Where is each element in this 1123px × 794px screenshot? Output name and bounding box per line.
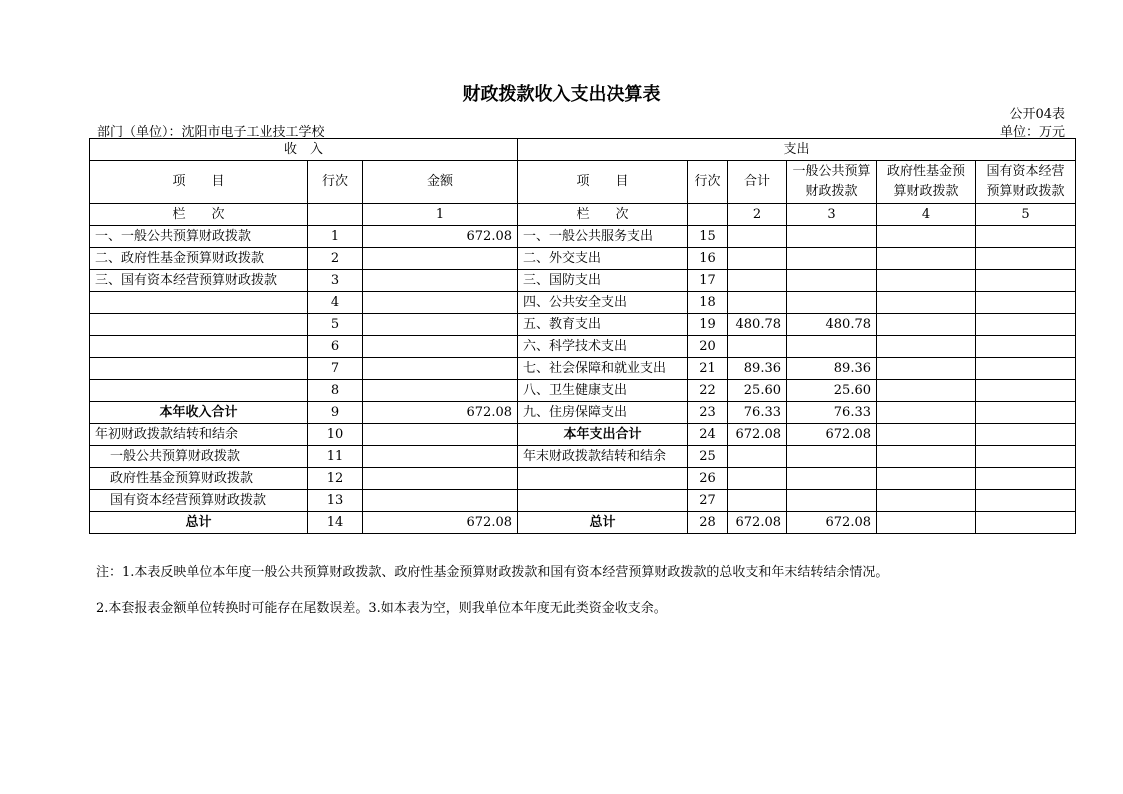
general-budget-cell <box>787 270 877 292</box>
income-row-no-cell: 9 <box>308 402 363 424</box>
header-row-1 <box>90 139 1076 161</box>
income-amount-cell <box>363 292 518 314</box>
expense-item-cell: 二、外交支出 <box>518 248 688 270</box>
income-amount-cell <box>363 468 518 490</box>
income-amount-cell <box>363 248 518 270</box>
total-cell <box>728 468 787 490</box>
empty-cell <box>308 204 363 226</box>
state-capital-cell <box>976 336 1076 358</box>
income-item-cell: 一、一般公共预算财政拨款 <box>90 226 308 248</box>
gov-fund-cell <box>877 402 976 424</box>
total-cell <box>728 270 787 292</box>
expense-row-no-cell: 17 <box>688 270 728 292</box>
income-item-cell: 二、政府性基金预算财政拨款 <box>90 248 308 270</box>
col-3-label: 3 <box>787 204 877 226</box>
income-header: 收 入 <box>90 139 518 161</box>
expense-row-no-cell: 16 <box>688 248 728 270</box>
table-row <box>90 248 1076 270</box>
general-budget-cell: 672.08 <box>787 424 877 446</box>
income-item-cell: 年初财政拨款结转和结余 <box>90 424 308 446</box>
state-capital-cell <box>976 248 1076 270</box>
income-row-no-cell: 3 <box>308 270 363 292</box>
expense-item-cell: 五、教育支出 <box>518 314 688 336</box>
state-capital-cell <box>976 446 1076 468</box>
table-row <box>90 468 1076 490</box>
general-budget-cell <box>787 468 877 490</box>
expense-item-cell: 本年支出合计 <box>518 424 688 446</box>
expense-row-no-cell: 24 <box>688 424 728 446</box>
income-item-cell <box>90 336 308 358</box>
expense-row-no-cell: 19 <box>688 314 728 336</box>
col-2-label: 2 <box>728 204 787 226</box>
income-row-no-cell: 11 <box>308 446 363 468</box>
col-1-label: 1 <box>363 204 518 226</box>
state-capital-cell <box>976 490 1076 512</box>
total-cell: 25.60 <box>728 380 787 402</box>
state-capital-cell <box>976 424 1076 446</box>
expense-row-no-cell: 15 <box>688 226 728 248</box>
income-amount-cell <box>363 270 518 292</box>
expense-item-cell: 六、科学技术支出 <box>518 336 688 358</box>
income-row-no-cell: 14 <box>308 512 363 534</box>
total-cell <box>728 336 787 358</box>
gov-fund-cell <box>877 424 976 446</box>
general-budget-header: 一般公共预算财政拨款 <box>787 161 877 204</box>
state-capital-cell <box>976 314 1076 336</box>
gov-fund-cell <box>877 512 976 534</box>
unit-label: 单位：万元 <box>999 125 1065 140</box>
form-number: 公开04表 <box>1009 107 1065 122</box>
expense-column-label: 栏 次 <box>518 204 688 226</box>
general-budget-cell <box>787 446 877 468</box>
income-item-cell: 本年收入合计 <box>90 402 308 424</box>
expense-row-no-cell: 27 <box>688 490 728 512</box>
expense-item-cell: 总计 <box>518 512 688 534</box>
income-item-cell: 一般公共预算财政拨款 <box>90 446 308 468</box>
total-cell: 89.36 <box>728 358 787 380</box>
total-cell <box>728 446 787 468</box>
department-label: 部门（单位）：沈阳市电子工业技工学校 <box>97 125 325 140</box>
gov-fund-cell <box>877 446 976 468</box>
empty-cell <box>688 204 728 226</box>
state-capital-cell <box>976 358 1076 380</box>
expense-row-no-cell: 25 <box>688 446 728 468</box>
general-budget-cell: 76.33 <box>787 402 877 424</box>
budget-table <box>89 138 1076 534</box>
expense-item-cell: 四、公共安全支出 <box>518 292 688 314</box>
column-number-row <box>90 204 1076 226</box>
income-row-no-header: 行次 <box>308 161 363 204</box>
table-row <box>90 270 1076 292</box>
expense-item-cell: 八、卫生健康支出 <box>518 380 688 402</box>
income-item-cell <box>90 380 308 402</box>
income-row-no-cell: 5 <box>308 314 363 336</box>
gov-fund-cell <box>877 314 976 336</box>
general-budget-cell <box>787 248 877 270</box>
total-cell: 672.08 <box>728 424 787 446</box>
state-capital-cell <box>976 226 1076 248</box>
income-column-label: 栏 次 <box>90 204 308 226</box>
total-cell <box>728 248 787 270</box>
total-cell <box>728 490 787 512</box>
expense-row-no-cell: 22 <box>688 380 728 402</box>
income-item-cell <box>90 292 308 314</box>
table-row <box>90 358 1076 380</box>
gov-fund-header: 政府性基金预算财政拨款 <box>877 161 976 204</box>
income-row-no-cell: 6 <box>308 336 363 358</box>
table-row <box>90 380 1076 402</box>
expense-row-no-cell: 18 <box>688 292 728 314</box>
gov-fund-cell <box>877 270 976 292</box>
gov-fund-cell <box>877 248 976 270</box>
income-row-no-cell: 2 <box>308 248 363 270</box>
income-row-no-cell: 4 <box>308 292 363 314</box>
note-line-2: 2.本套报表金额单位转换时可能存在尾数误差。3.如本表为空，则我单位本年度无此类资金收支余。 <box>96 601 667 616</box>
income-row-no-cell: 1 <box>308 226 363 248</box>
state-capital-cell <box>976 468 1076 490</box>
expense-item-cell: 七、社会保障和就业支出 <box>518 358 688 380</box>
expense-row-no-cell: 26 <box>688 468 728 490</box>
table-row <box>90 490 1076 512</box>
expense-row-no-cell: 20 <box>688 336 728 358</box>
table-row <box>90 292 1076 314</box>
header-row-2 <box>90 161 1076 204</box>
expense-item-cell <box>518 468 688 490</box>
total-cell <box>728 226 787 248</box>
gov-fund-cell <box>877 292 976 314</box>
income-amount-cell: 672.08 <box>363 226 518 248</box>
expense-row-no-cell: 28 <box>688 512 728 534</box>
income-item-cell: 政府性基金预算财政拨款 <box>90 468 308 490</box>
state-capital-cell <box>976 292 1076 314</box>
expense-item-cell: 年末财政拨款结转和结余 <box>518 446 688 468</box>
gov-fund-cell <box>877 468 976 490</box>
income-item-cell <box>90 358 308 380</box>
general-budget-cell: 25.60 <box>787 380 877 402</box>
expense-header: 支出 <box>518 139 1076 161</box>
income-row-no-cell: 13 <box>308 490 363 512</box>
general-budget-cell <box>787 292 877 314</box>
general-budget-cell: 480.78 <box>787 314 877 336</box>
general-budget-cell <box>787 336 877 358</box>
table-row <box>90 402 1076 424</box>
income-amount-cell <box>363 314 518 336</box>
total-cell: 672.08 <box>728 512 787 534</box>
income-row-no-cell: 8 <box>308 380 363 402</box>
income-amount-cell <box>363 490 518 512</box>
income-item-cell: 总计 <box>90 512 308 534</box>
table-row <box>90 512 1076 534</box>
income-amount-cell: 672.08 <box>363 512 518 534</box>
expense-item-cell <box>518 490 688 512</box>
gov-fund-cell <box>877 226 976 248</box>
expense-row-no-header: 行次 <box>688 161 728 204</box>
table-row <box>90 424 1076 446</box>
state-capital-cell <box>976 380 1076 402</box>
table-row <box>90 314 1076 336</box>
page-title: 财政拨款收入支出决算表 <box>462 84 661 105</box>
expense-item-cell: 三、国防支出 <box>518 270 688 292</box>
expense-item-header: 项 目 <box>518 161 688 204</box>
gov-fund-cell <box>877 380 976 402</box>
state-capital-cell <box>976 270 1076 292</box>
expense-item-cell: 九、住房保障支出 <box>518 402 688 424</box>
income-amount-cell <box>363 358 518 380</box>
income-item-cell: 三、国有资本经营预算财政拨款 <box>90 270 308 292</box>
income-row-no-cell: 12 <box>308 468 363 490</box>
total-cell: 480.78 <box>728 314 787 336</box>
general-budget-cell <box>787 226 877 248</box>
income-amount-cell <box>363 424 518 446</box>
total-cell: 76.33 <box>728 402 787 424</box>
state-capital-header: 国有资本经营预算财政拨款 <box>976 161 1076 204</box>
total-header: 合计 <box>728 161 787 204</box>
general-budget-cell <box>787 490 877 512</box>
total-cell <box>728 292 787 314</box>
gov-fund-cell <box>877 336 976 358</box>
income-item-cell <box>90 314 308 336</box>
expense-row-no-cell: 21 <box>688 358 728 380</box>
table-row <box>90 226 1076 248</box>
income-row-no-cell: 7 <box>308 358 363 380</box>
expense-row-no-cell: 23 <box>688 402 728 424</box>
note-line-1: 注：1.本表反映单位本年度一般公共预算财政拨款、政府性基金预算财政拨款和国有资本经营预算财政拨款的总收支和年末结转结余情况。 <box>96 565 889 580</box>
table-row <box>90 336 1076 358</box>
expense-item-cell: 一、一般公共服务支出 <box>518 226 688 248</box>
income-item-header: 项 目 <box>90 161 308 204</box>
income-amount-cell: 672.08 <box>363 402 518 424</box>
income-row-no-cell: 10 <box>308 424 363 446</box>
table-body <box>90 226 1076 534</box>
income-amount-cell <box>363 380 518 402</box>
table-row <box>90 446 1076 468</box>
col-5-label: 5 <box>976 204 1076 226</box>
gov-fund-cell <box>877 358 976 380</box>
general-budget-cell: 89.36 <box>787 358 877 380</box>
state-capital-cell <box>976 512 1076 534</box>
general-budget-cell: 672.08 <box>787 512 877 534</box>
state-capital-cell <box>976 402 1076 424</box>
income-amount-cell <box>363 446 518 468</box>
income-item-cell: 国有资本经营预算财政拨款 <box>90 490 308 512</box>
income-amount-cell <box>363 336 518 358</box>
income-amount-header: 金额 <box>363 161 518 204</box>
gov-fund-cell <box>877 490 976 512</box>
col-4-label: 4 <box>877 204 976 226</box>
